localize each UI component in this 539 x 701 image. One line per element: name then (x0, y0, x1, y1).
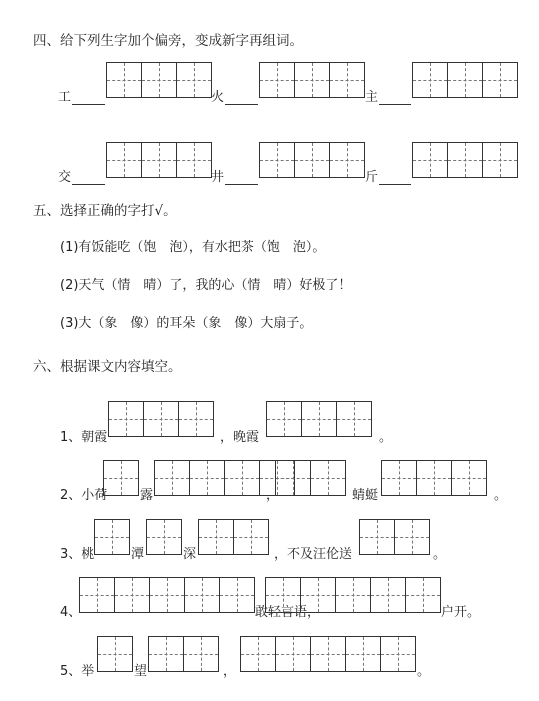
line-text: 户开。 (441, 605, 481, 620)
line-text: 。 (433, 547, 447, 562)
question-item: (3)大（象 像）的耳朵（象 像）大扇子。 (60, 316, 313, 331)
char-grid[interactable] (259, 62, 364, 98)
line-text: 敢轻言语， (255, 605, 321, 620)
char-grid[interactable] (240, 636, 415, 672)
char-grid[interactable] (412, 142, 517, 178)
answer-blank[interactable] (225, 104, 258, 105)
char-grid[interactable] (381, 460, 486, 496)
question-item: (1)有饭能吃（饱 泡），有水把茶（饱 泡）。 (60, 240, 326, 255)
char-grid[interactable] (266, 401, 371, 437)
line-text: 深 (183, 547, 197, 562)
char-grid[interactable] (106, 62, 211, 98)
char-grid[interactable] (265, 577, 440, 613)
line-text: ， (266, 488, 280, 503)
char-grid[interactable] (79, 577, 254, 613)
answer-blank[interactable] (379, 184, 411, 185)
line-text: 。 (494, 488, 508, 503)
base-char: 井 (211, 170, 225, 185)
line-text: ，晚霞 (220, 430, 260, 445)
section6-title: 六、根据课文内容填空。 (33, 359, 182, 375)
line-label: 1、朝霞 (60, 430, 108, 445)
answer-blank[interactable] (72, 104, 105, 105)
line-text: 潭 (131, 547, 145, 562)
line-text: 露 (140, 488, 154, 503)
section4-title: 四、给下列生字加个偏旁，变成新字再组词。 (33, 33, 303, 49)
section5-title: 五、选择正确的字打√。 (33, 203, 177, 219)
line-text: 望 (134, 664, 148, 679)
char-grid[interactable] (275, 460, 345, 496)
char-grid[interactable] (103, 460, 138, 496)
line-label: 2、小荷 (60, 488, 108, 503)
answer-blank[interactable] (225, 184, 258, 185)
line-text: 蜻蜓 (352, 488, 379, 503)
line-text: ，不及汪伦送 (274, 547, 353, 562)
line-text: 。 (417, 664, 431, 679)
base-char: 斤 (365, 170, 379, 185)
char-grid[interactable] (146, 519, 181, 555)
base-char: 工 (58, 90, 72, 105)
answer-blank[interactable] (72, 184, 105, 185)
char-grid[interactable] (94, 519, 129, 555)
char-grid[interactable] (259, 142, 364, 178)
char-grid[interactable] (359, 519, 429, 555)
base-char: 交 (58, 170, 72, 185)
char-grid[interactable] (198, 519, 268, 555)
line-label: 4、 (60, 605, 82, 620)
char-grid[interactable] (97, 636, 132, 672)
line-label: 5、举 (60, 664, 95, 679)
question-item: (2)天气（情 晴）了，我的心（情 晴）好极了！ (60, 278, 352, 293)
line-label: 3、桃 (60, 547, 95, 562)
char-grid[interactable] (108, 401, 213, 437)
char-grid[interactable] (412, 62, 517, 98)
char-grid[interactable] (148, 636, 218, 672)
answer-blank[interactable] (379, 104, 411, 105)
base-char: 火 (211, 90, 225, 105)
char-grid[interactable] (106, 142, 211, 178)
line-text: ， (223, 664, 237, 679)
base-char: 主 (365, 90, 379, 105)
line-text: 。 (379, 430, 393, 445)
